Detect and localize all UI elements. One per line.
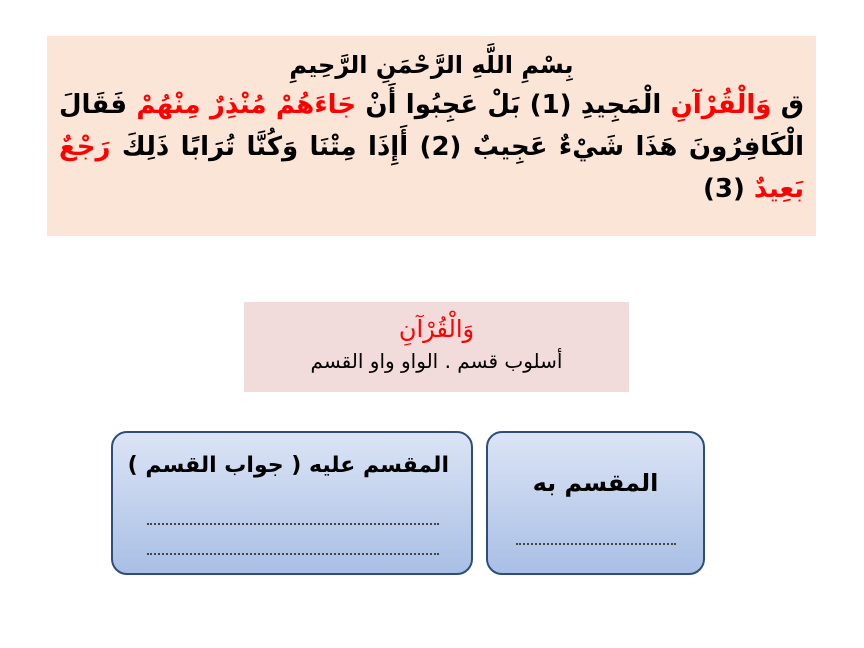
verse-segment-number: (3) [702,174,745,204]
oath-description: أسلوب قسم . الواو واو القسم [310,349,563,373]
sworn-by-blank-line[interactable] [516,543,676,545]
sworn-by-title: المقسم به [532,469,659,497]
sworn-by-card [486,431,705,575]
oath-answer-card [111,431,473,575]
verse-segment-disbelievers: فَقَالَ الْكَافِرُونَ هَذَا شَيْءٌ عَجِيبٌ (2) أَإِذَا مِتْنَا وَكُنَّا تُرَابًا ذَلِكَ [59,90,804,162]
verse-panel [47,36,816,236]
verse-text [59,84,804,210]
verse-segment-warner: جَاءَهُمْ مُنْذِرٌ مِنْهُمْ [136,90,357,120]
verse-segment-majid: الْمَجِيدِ (1) بَلْ عَجِبُوا أَنْ [365,90,662,120]
verse-segment-return: رَجْعٌ بَعِيدٌ [59,132,804,204]
answer-blank-line-2[interactable] [147,553,439,555]
oath-explanation-box [244,302,629,392]
verse-segment-qaf: ق [780,90,804,120]
basmala: بِسْمِ اللَّهِ الرَّحْمَنِ الرَّحِيمِ [289,51,574,79]
oath-word: وَالْقُرْآنِ [398,315,475,343]
answer-blank-line-1[interactable] [147,523,439,525]
verse-segment-oath: وَالْقُرْآنِ [670,90,772,120]
oath-answer-title: المقسم عليه ( جواب القسم ) [127,453,449,478]
